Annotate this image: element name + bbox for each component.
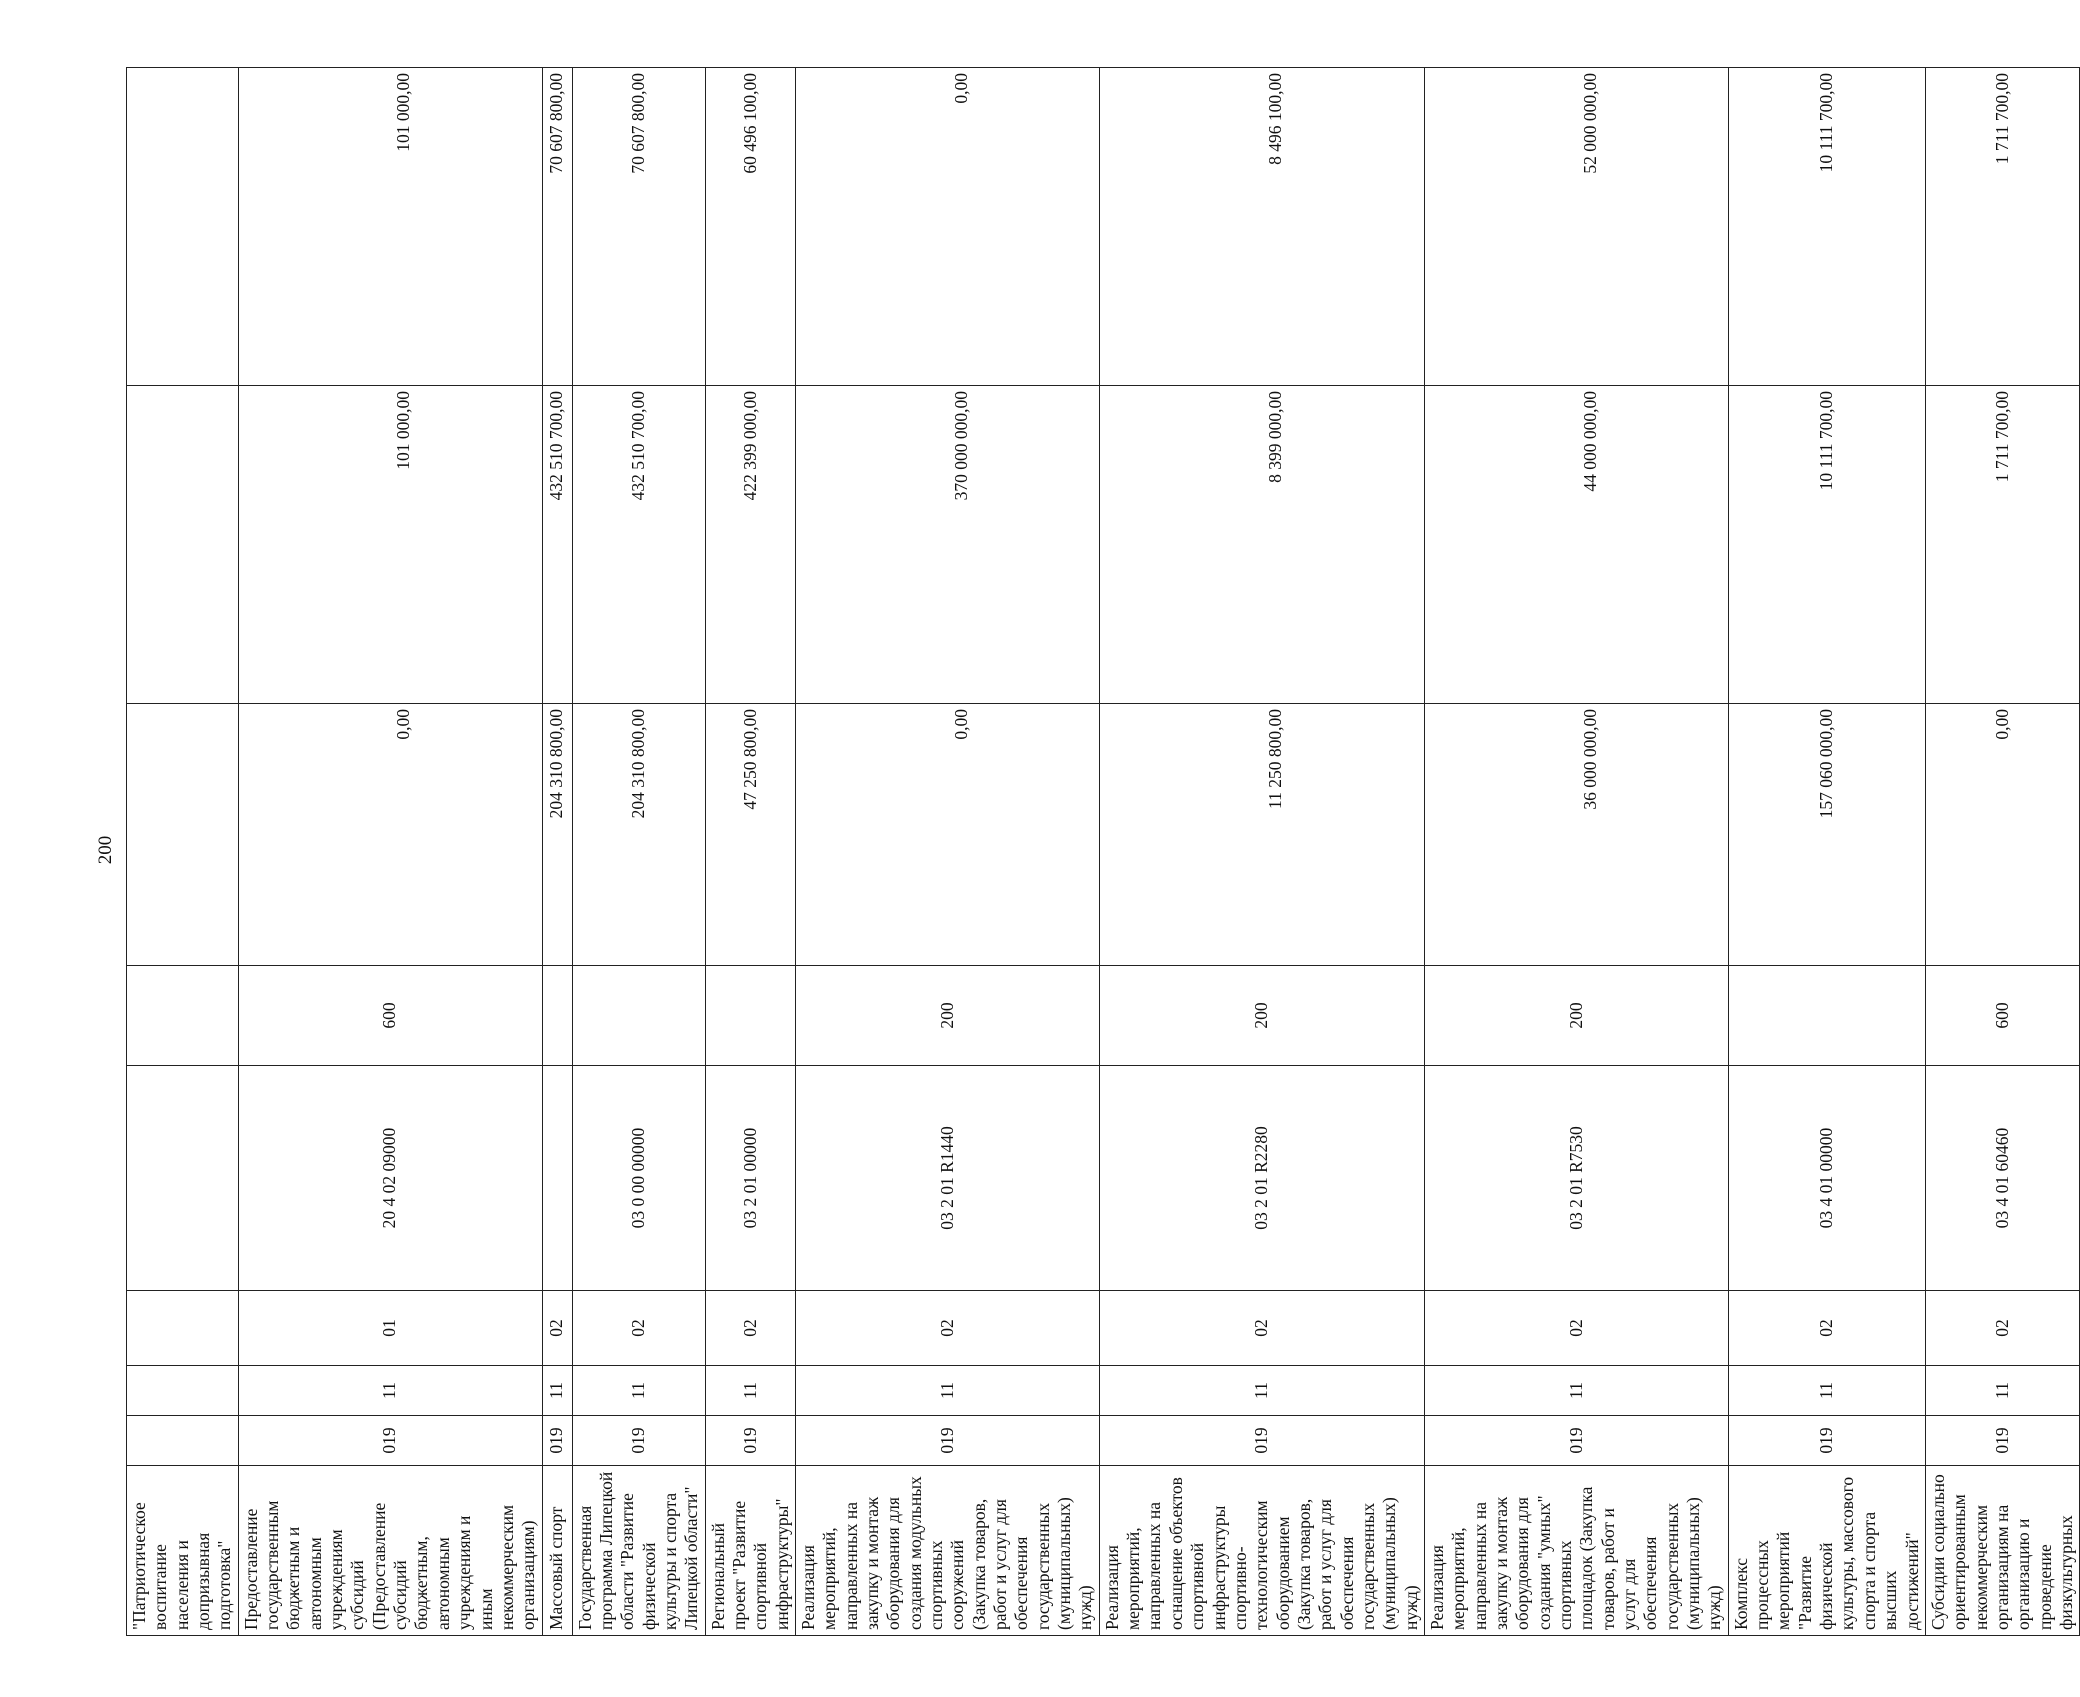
row-vr-cell: 200 [1424, 966, 1728, 1066]
row-sum3-cell: 101 000,00 [238, 68, 542, 386]
row-csr-cell: 03 2 01 R1440 [795, 1066, 1099, 1291]
row-sum1-cell [127, 704, 239, 966]
row-ved-cell: 019 [1925, 1416, 2079, 1466]
table-row [127, 68, 239, 1636]
table-row [238, 68, 542, 1636]
row-rz-cell: 11 [572, 1366, 705, 1416]
row-sum1-cell: 11 250 800,00 [1099, 704, 1424, 966]
row-sum2-cell: 101 000,00 [238, 386, 542, 704]
row-sum1-cell: 0,00 [1925, 704, 2079, 966]
row-pr-cell: 02 [705, 1291, 795, 1366]
row-sum2-cell: 422 399 000,00 [705, 386, 795, 704]
row-sum3-cell: 60 496 100,00 [705, 68, 795, 386]
table-row [1925, 68, 2079, 1636]
row-ved-cell [127, 1416, 239, 1466]
row-sum2-cell: 10 111 700,00 [1728, 386, 1925, 704]
row-pr-cell: 02 [572, 1291, 705, 1366]
row-rz-cell: 11 [1728, 1366, 1925, 1416]
row-ved-cell: 019 [795, 1416, 1099, 1466]
row-sum3-cell: 8 496 100,00 [1099, 68, 1424, 386]
row-rz-cell: 11 [1925, 1366, 2079, 1416]
row-csr-cell: 03 2 01 R7530 [1424, 1066, 1728, 1291]
row-sum1-cell: 204 310 800,00 [542, 704, 572, 966]
row-csr-cell: 20 4 02 09000 [238, 1066, 542, 1291]
row-rz-cell: 11 [1099, 1366, 1424, 1416]
row-csr-cell: 03 0 00 00000 [572, 1066, 705, 1291]
table-row [1728, 68, 1925, 1636]
row-ved-cell: 019 [1424, 1416, 1728, 1466]
row-ved-cell: 019 [1728, 1416, 1925, 1466]
budget-table [126, 67, 2080, 1636]
page-number: 200 [95, 835, 116, 865]
row-name-cell: Предоставление государственным бюджетным и автономным учреждениям субсидий (Предоставление субсидий бюджетным, автономным учреждениям и иным некоммерческим организациям) [238, 1466, 542, 1636]
row-sum3-cell: 70 607 800,00 [572, 68, 705, 386]
row-rz-cell [127, 1366, 239, 1416]
row-rz-cell: 11 [238, 1366, 542, 1416]
row-sum1-cell: 47 250 800,00 [705, 704, 795, 966]
row-sum1-cell: 0,00 [238, 704, 542, 966]
row-csr-cell: 03 2 01 00000 [705, 1066, 795, 1291]
row-sum3-cell: 10 111 700,00 [1728, 68, 1925, 386]
row-sum1-cell: 36 000 000,00 [1424, 704, 1728, 966]
row-rz-cell: 11 [795, 1366, 1099, 1416]
row-ved-cell: 019 [238, 1416, 542, 1466]
row-vr-cell: 200 [795, 966, 1099, 1066]
table-row [542, 68, 572, 1636]
row-pr-cell: 02 [795, 1291, 1099, 1366]
budget-table-container [126, 68, 2076, 1636]
row-ved-cell: 019 [542, 1416, 572, 1466]
row-vr-cell [127, 966, 239, 1066]
row-csr-cell: 03 4 01 00000 [1728, 1066, 1925, 1291]
row-sum3-cell: 1 711 700,00 [1925, 68, 2079, 386]
row-ved-cell: 019 [572, 1416, 705, 1466]
row-sum1-cell: 204 310 800,00 [572, 704, 705, 966]
row-rz-cell: 11 [705, 1366, 795, 1416]
row-pr-cell: 02 [1099, 1291, 1424, 1366]
row-sum2-cell: 370 000 000,00 [795, 386, 1099, 704]
row-sum2-cell: 432 510 700,00 [542, 386, 572, 704]
row-vr-cell: 600 [238, 966, 542, 1066]
row-vr-cell [542, 966, 572, 1066]
row-sum3-cell: 70 607 800,00 [542, 68, 572, 386]
table-row [1424, 68, 1728, 1636]
row-sum2-cell [127, 386, 239, 704]
row-name-cell: Массовый спорт [542, 1466, 572, 1636]
row-sum2-cell: 44 000 000,00 [1424, 386, 1728, 704]
table-row [1099, 68, 1424, 1636]
row-pr-cell: 02 [1925, 1291, 2079, 1366]
row-name-cell: Комплекс процессных мероприятий "Развитие физической культуры, массового спорта и спорта высших достижений" [1728, 1466, 1925, 1636]
row-sum3-cell: 0,00 [795, 68, 1099, 386]
row-ved-cell: 019 [1099, 1416, 1424, 1466]
row-pr-cell: 02 [1728, 1291, 1925, 1366]
row-pr-cell [127, 1291, 239, 1366]
row-name-cell: Реализация мероприятий, направленных на закупку и монтаж оборудования для создания "умных" спортивных площадок (Закупка товаров, работ и услуг для обеспечения государственных (муниципальных) нужд) [1424, 1466, 1728, 1636]
row-rz-cell: 11 [1424, 1366, 1728, 1416]
table-row [795, 68, 1099, 1636]
row-sum1-cell: 0,00 [795, 704, 1099, 966]
row-name-cell: Региональный проект "Развитие спортивной инфраструктуры" [705, 1466, 795, 1636]
row-csr-cell [127, 1066, 239, 1291]
row-pr-cell: 02 [542, 1291, 572, 1366]
table-row [572, 68, 705, 1636]
row-rz-cell: 11 [542, 1366, 572, 1416]
row-csr-cell: 03 4 01 60460 [1925, 1066, 2079, 1291]
row-name-cell: Реализация мероприятий, направленных на закупку и монтаж оборудования для создания модульных спортивных сооружений (Закупка товаров, работ и услуг для обеспечения государственных (муниципальных) нужд) [795, 1466, 1099, 1636]
row-vr-cell [705, 966, 795, 1066]
row-vr-cell: 200 [1099, 966, 1424, 1066]
row-name-cell: Субсидии социально ориентированным некоммерческим организациям на организацию и проведение физкультурных [1925, 1466, 2079, 1636]
row-vr-cell: 600 [1925, 966, 2079, 1066]
row-pr-cell: 01 [238, 1291, 542, 1366]
row-sum2-cell: 1 711 700,00 [1925, 386, 2079, 704]
row-vr-cell [572, 966, 705, 1066]
row-vr-cell [1728, 966, 1925, 1066]
row-sum3-cell [127, 68, 239, 386]
row-sum3-cell: 52 000 000,00 [1424, 68, 1728, 386]
row-csr-cell [542, 1066, 572, 1291]
row-ved-cell: 019 [705, 1416, 795, 1466]
row-csr-cell: 03 2 01 R2280 [1099, 1066, 1424, 1291]
row-sum2-cell: 432 510 700,00 [572, 386, 705, 704]
row-sum2-cell: 8 399 000,00 [1099, 386, 1424, 704]
row-name-cell: "Патриотическое воспитание населения и допризывная подготовка" [127, 1466, 239, 1636]
row-sum1-cell: 157 060 000,00 [1728, 704, 1925, 966]
table-row [705, 68, 795, 1636]
row-pr-cell: 02 [1424, 1291, 1728, 1366]
row-name-cell: Государственная программа Липецкой области "Развитие физической культуры и спорта Липецкой области" [572, 1466, 705, 1636]
row-name-cell: Реализация мероприятий, направленных на оснащение объектов спортивной инфраструктуры спортивно-технологическим оборудованием (Закупка товаров, работ и услуг для обеспечения государственных (муниципальных) нужд) [1099, 1466, 1424, 1636]
